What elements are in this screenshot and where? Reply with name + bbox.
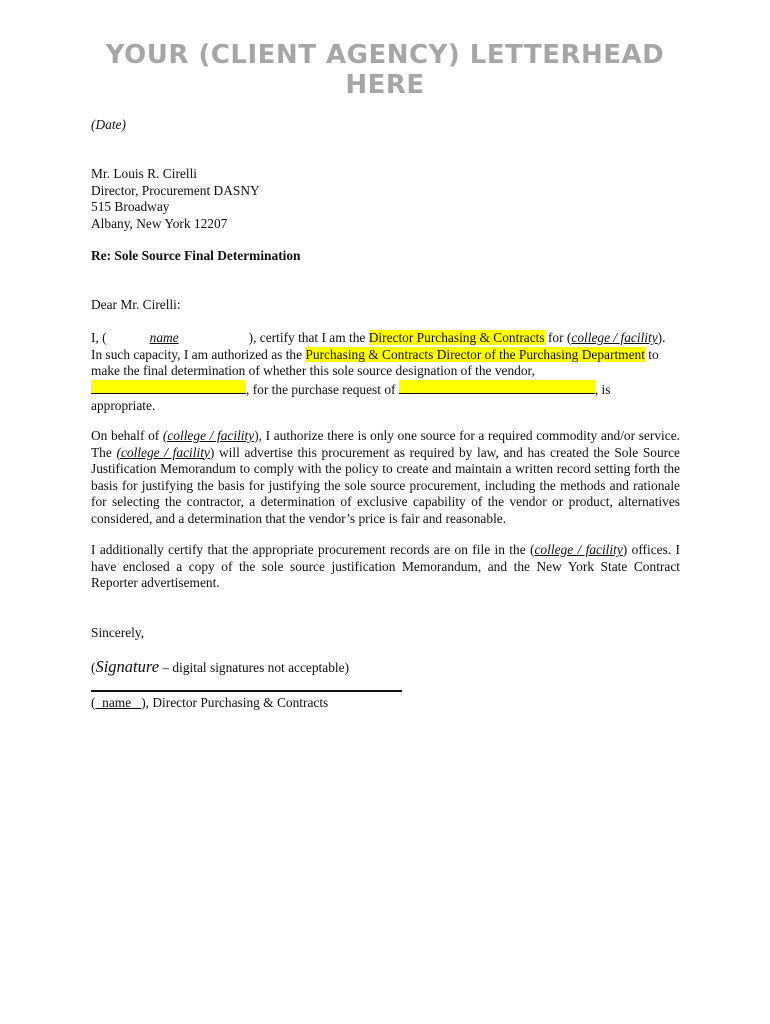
signature-line [91,690,402,692]
college-facility-field: college / facility [571,330,658,345]
para1-appropriate: appropriate. [91,398,156,414]
para1-close: ). [657,330,666,345]
college-facility-field-4: college / facility [534,542,623,557]
para1-capacity: In such capacity, I am authorized as the [91,346,306,362]
signer-name-blank: name [95,695,142,710]
paragraph-records [91,542,680,592]
letterhead-line-1: YOUR (CLIENT AGENCY) LETTERHEAD [105,40,665,70]
vendor-blank [91,380,246,394]
signer-line [91,695,680,712]
signer-title: ), Director Purchasing & Contracts [141,695,329,710]
date-line: (Date) [91,117,126,132]
para3-rest: ) offices. I have enclosed a copy of the sole source justification Memorandum, and the New York State Contract Reporter advertisement. [91,542,680,591]
signature-word: Signature [95,657,160,676]
recipient-name: Mr. Louis R. Cirelli [91,166,198,181]
para1-certify: ), certify that I am the [248,330,369,345]
college-facility-field-2: (college / facility [162,428,255,443]
name-blank: name [149,330,179,345]
signature-label [91,659,680,677]
signer-open: ( [91,695,96,710]
recipient-street: 515 Broadway [91,199,170,215]
recipient-title: Director, Procurement DASNY [91,182,260,198]
salutation: Dear Mr. Cirelli: [91,297,181,312]
purchase-request-blank [399,380,595,394]
para1-for-open: for ( [544,330,572,345]
subject-line: Re: Sole Source Final Determination [91,248,301,263]
para3-start: I additionally certify that the appropriate procurement records are on file in the ( [91,542,535,557]
recipient-address [91,166,680,232]
paragraph-authorization [91,428,680,528]
para1-i-open: I, ( [91,330,107,345]
letterhead-line-2: HERE [345,70,425,100]
closing: Sincerely, [91,625,145,640]
para2-authorize: ), I authorize there is only one source for a required commodity and/or service. The [91,428,680,460]
signature-note: – digital signatures not acceptable) [159,660,350,675]
letterhead [90,40,680,100]
para1-is: , is [594,381,611,397]
role-highlight: Director Purchasing & Contracts [368,330,545,345]
para1-to-make: to make the final determination of whether this sole source designation of the vendor, [91,346,659,379]
paragraph-certification [91,330,680,415]
signature-open: ( [91,660,96,675]
recipient-city: Albany, New York 12207 [91,215,228,231]
para2-rest: ) will advertise this procurement as required by law, and has created the Sole Source Justification Memorandum to comply with the policy to create and maintain a written record setting forth the basis for justifying the basis for justifying the sole source procurement, including the methods and rationale for selecting the contractor, a determination of exclusive capability of the vendor or product, alternatives considered, and a determination that the vendor’s price is fair and reasonable. [91,444,681,526]
para1-purchase-request: , for the purchase request of [246,381,399,397]
department-highlight: Purchasing & Contracts Director of the Purchasing Department [305,346,645,362]
para2-behalf: On behalf of [91,428,163,443]
college-facility-field-3: (college / facility [116,444,210,460]
